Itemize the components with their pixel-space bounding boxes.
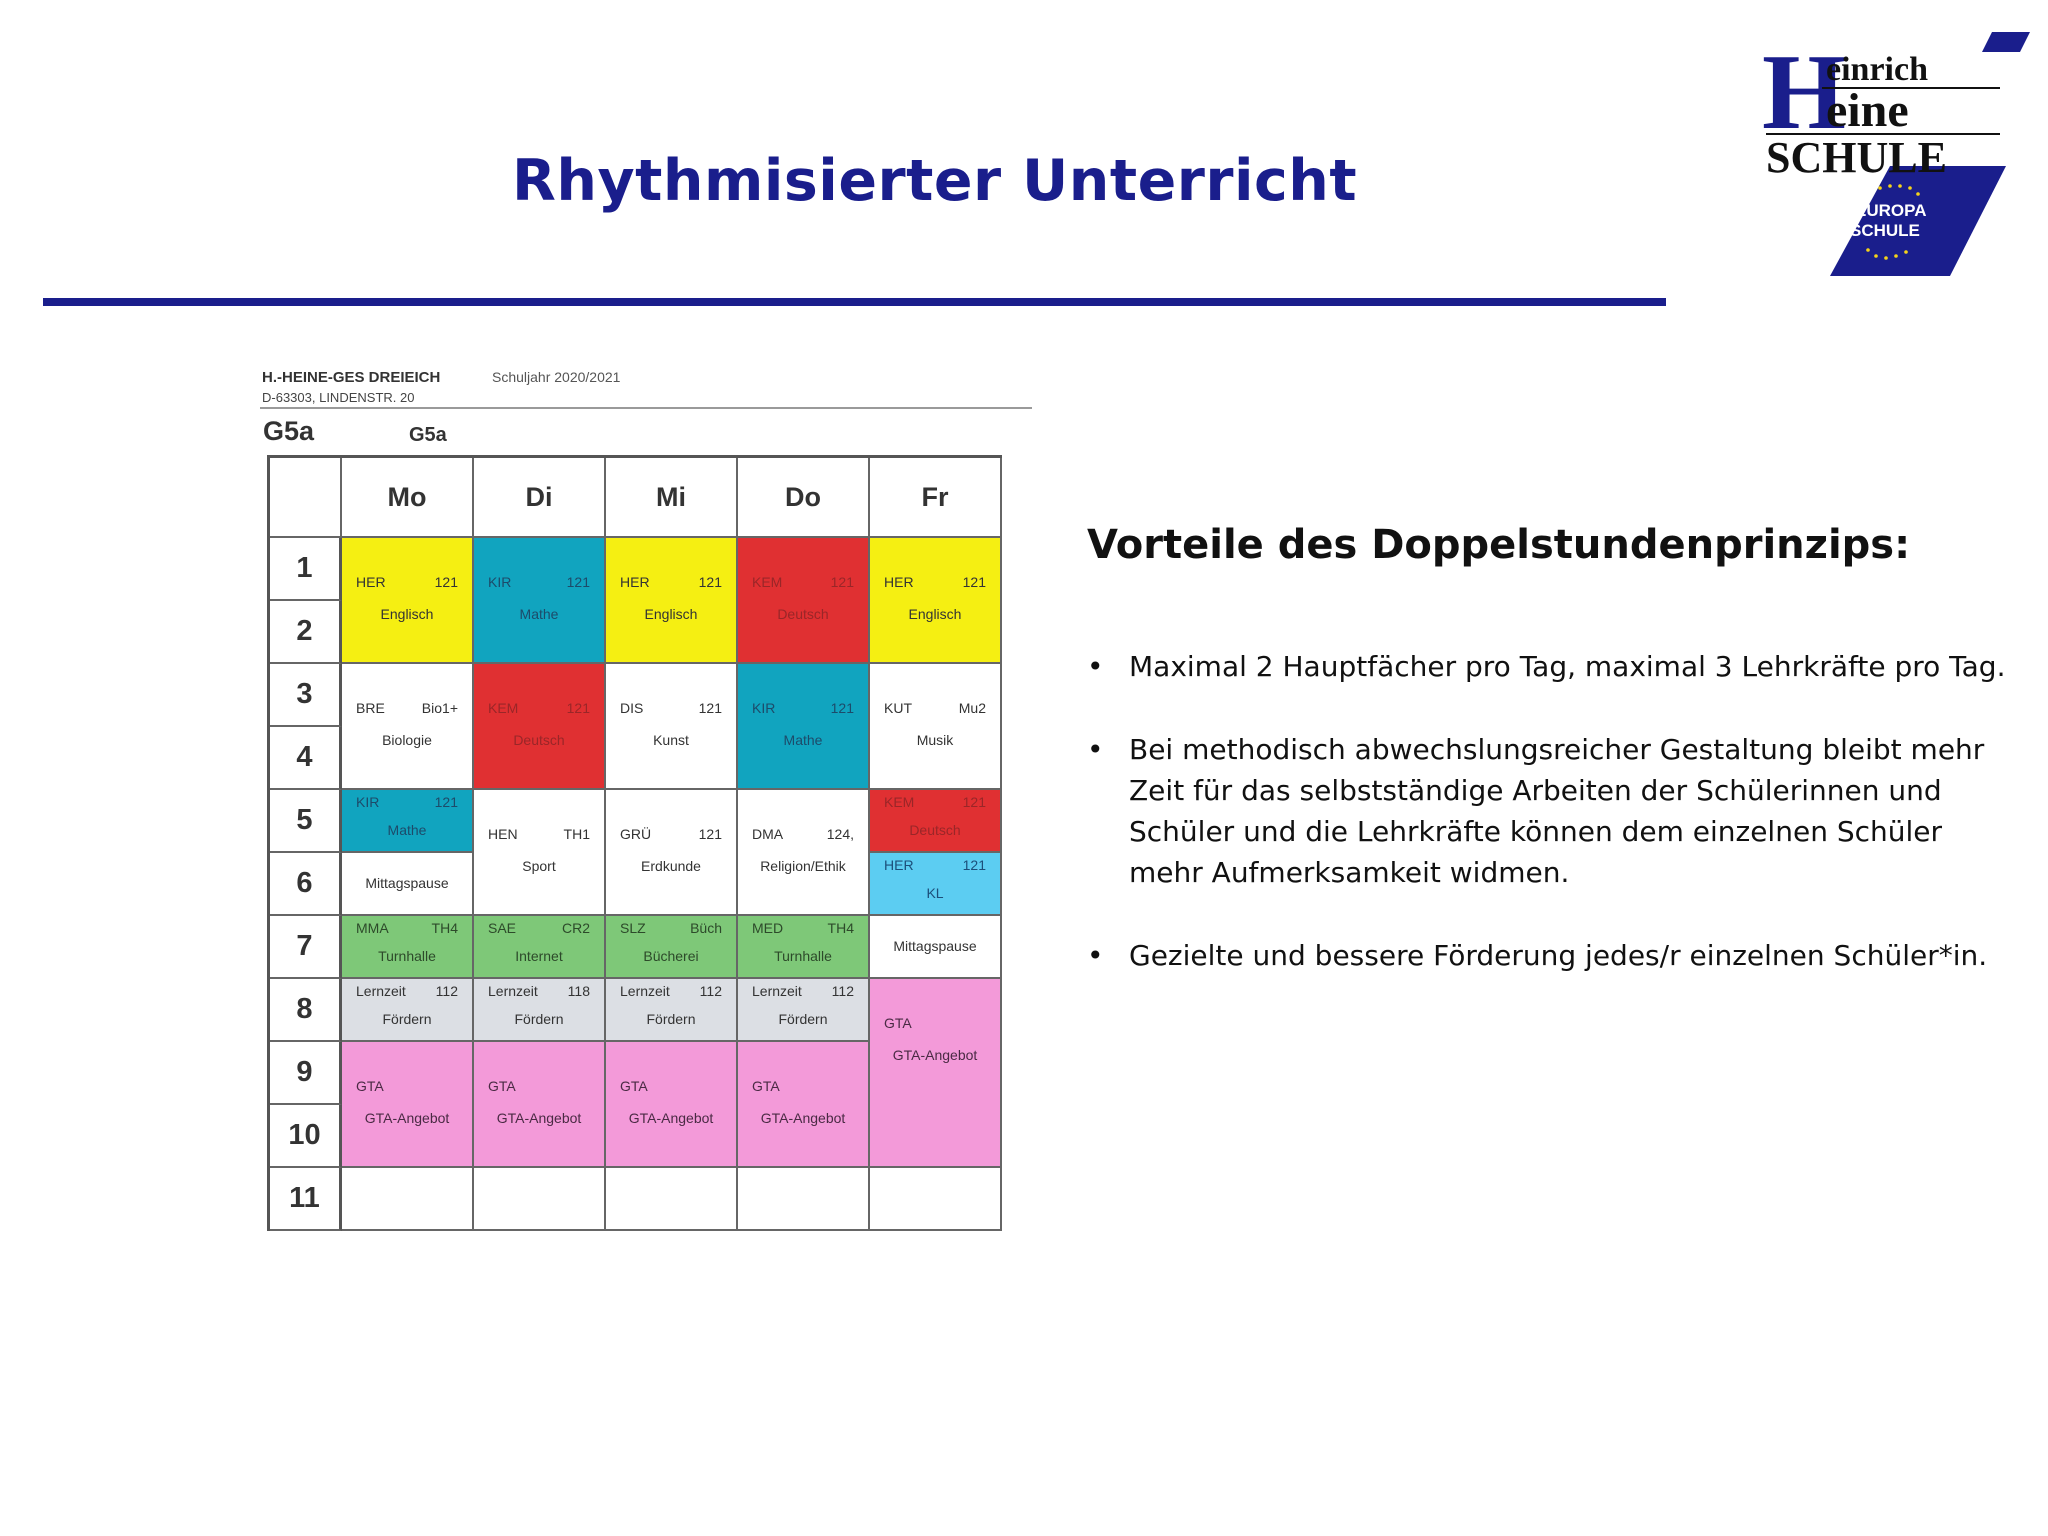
lesson-teacher: Lernzeit — [356, 983, 406, 999]
lesson-subject: Religion/Ethik — [760, 858, 846, 874]
lesson-room: 121 — [962, 574, 986, 590]
advantages-list — [1087, 646, 2017, 1018]
period-number: 2 — [270, 601, 342, 664]
period-number: 8 — [270, 979, 342, 1042]
lesson-room: 121 — [698, 826, 722, 842]
lesson-room: 118 — [567, 983, 590, 999]
lesson-teacher: HER — [884, 574, 914, 590]
lesson-room: 112 — [435, 983, 458, 999]
lesson-subject: Musik — [916, 732, 954, 748]
lesson-teacher: Lernzeit — [620, 983, 670, 999]
lesson-block — [606, 979, 738, 1042]
period-number: 10 — [270, 1105, 342, 1168]
day-header: Mi — [606, 458, 738, 538]
lesson-subject: Deutsch — [513, 732, 565, 748]
lesson-teacher: GTA — [488, 1078, 516, 1094]
list-item — [1087, 646, 2017, 687]
lesson-subject: Fördern — [514, 1011, 564, 1027]
lesson-block — [474, 790, 606, 916]
lesson-room: 121 — [830, 700, 854, 716]
day-header: Mo — [342, 458, 474, 538]
lesson-subject: Erdkunde — [641, 858, 701, 874]
lesson-teacher: MED — [752, 920, 784, 936]
logo-line3: SCHULE — [1766, 133, 1947, 182]
period-number: 1 — [270, 538, 342, 601]
lesson-teacher: KIR — [752, 700, 776, 716]
empty-slot — [870, 1168, 1002, 1231]
lesson-teacher: SLZ — [620, 920, 646, 936]
lesson-room: 121 — [566, 700, 590, 716]
period-number: 5 — [270, 790, 342, 853]
lesson-teacher: HER — [884, 857, 914, 873]
lesson-block — [738, 790, 870, 916]
lesson-teacher: HEN — [488, 826, 518, 842]
bullet-icon: • — [1087, 650, 1104, 683]
lesson-teacher: KIR — [356, 794, 380, 810]
timetable-corner — [270, 458, 342, 538]
lesson-subject: GTA-Angebot — [364, 1110, 450, 1126]
logo-line1: einrich — [1826, 51, 1928, 88]
lesson-subject: Bücherei — [643, 948, 699, 964]
lesson-subject: GTA-Angebot — [760, 1110, 846, 1126]
lesson-room: 112 — [699, 983, 722, 999]
timetable-header-rule — [260, 407, 1032, 409]
lesson-subject: Kunst — [653, 732, 689, 748]
bullet-icon: • — [1087, 939, 1104, 972]
lesson-subject: Englisch — [644, 606, 698, 622]
lesson-teacher: KEM — [488, 700, 519, 716]
lesson-subject: Mathe — [519, 606, 559, 622]
lesson-room: 112 — [831, 983, 854, 999]
lesson-teacher: KEM — [752, 574, 783, 590]
lesson-room: 121 — [434, 794, 458, 810]
lesson-block — [606, 916, 738, 979]
advantages-heading: Vorteile des Doppelstundenprinzips: — [1087, 522, 1911, 568]
lesson-block — [870, 538, 1002, 664]
lesson-subject: GTA-Angebot — [496, 1110, 582, 1126]
lesson-subject: Mittagspause — [893, 938, 977, 954]
lesson-block — [870, 853, 1002, 916]
lesson-block — [738, 916, 870, 979]
lesson-block — [342, 916, 474, 979]
lesson-teacher: BRE — [356, 700, 385, 716]
lesson-block — [342, 853, 474, 916]
timetable-scan — [255, 362, 1035, 1242]
lesson-block — [474, 664, 606, 790]
lesson-subject: Biologie — [382, 732, 432, 748]
lesson-teacher: MMA — [356, 920, 389, 936]
lesson-block — [870, 790, 1002, 853]
lesson-room: 121 — [698, 700, 722, 716]
lesson-teacher: GTA — [620, 1078, 648, 1094]
advantage-text: Maximal 2 Hauptfächer pro Tag, maximal 3 Lehrkräfte pro Tag. — [1129, 650, 2006, 683]
list-item — [1087, 729, 2017, 893]
lesson-subject: Mathe — [783, 732, 823, 748]
lesson-subject: Sport — [522, 858, 556, 874]
day-header: Do — [738, 458, 870, 538]
lesson-subject: GTA-Angebot — [892, 1047, 978, 1063]
lesson-block — [738, 1042, 870, 1168]
logo-badge-line1: EUROPA — [1855, 201, 1927, 220]
lesson-subject: GTA-Angebot — [628, 1110, 714, 1126]
lesson-block — [474, 916, 606, 979]
day-header: Fr — [870, 458, 1002, 538]
lesson-block — [342, 1042, 474, 1168]
advantage-text: Gezielte und bessere Förderung jedes/r einzelnen Schüler*in. — [1129, 939, 1988, 972]
lesson-block — [342, 979, 474, 1042]
lesson-block — [738, 538, 870, 664]
lesson-block — [474, 538, 606, 664]
title-divider — [43, 298, 1666, 306]
lesson-subject: Deutsch — [777, 606, 829, 622]
lesson-room: TH1 — [563, 826, 590, 842]
timetable-class-sublabel: G5a — [409, 424, 447, 446]
lesson-room: Mu2 — [958, 700, 986, 716]
lesson-subject: Mathe — [387, 822, 427, 838]
lesson-teacher: KIR — [488, 574, 512, 590]
lesson-teacher: DIS — [620, 700, 644, 716]
empty-slot — [474, 1168, 606, 1231]
lesson-room: 121 — [434, 574, 458, 590]
empty-slot — [606, 1168, 738, 1231]
lesson-block — [738, 664, 870, 790]
lesson-subject: Mittagspause — [365, 875, 449, 891]
lesson-subject: Englisch — [908, 606, 962, 622]
lesson-teacher: GTA — [884, 1015, 912, 1031]
lesson-block — [342, 538, 474, 664]
timetable-grid — [267, 455, 1002, 1231]
list-item — [1087, 935, 2017, 976]
lesson-teacher: Lernzeit — [488, 983, 538, 999]
lesson-subject: Internet — [515, 948, 563, 964]
logo-line2: eine — [1826, 84, 1909, 137]
lesson-teacher: HER — [356, 574, 386, 590]
lesson-subject: Englisch — [380, 606, 434, 622]
lesson-subject: Fördern — [382, 1011, 432, 1027]
lesson-subject: KL — [926, 885, 944, 901]
lesson-room: 121 — [698, 574, 722, 590]
lesson-room: 121 — [830, 574, 854, 590]
timetable-address: D-63303, LINDENSTR. 20 — [262, 390, 415, 405]
school-logo — [1760, 28, 2030, 276]
period-number: 9 — [270, 1042, 342, 1105]
lesson-block — [870, 916, 1002, 979]
lesson-teacher: KUT — [884, 700, 912, 716]
bullet-icon: • — [1087, 733, 1104, 766]
lesson-teacher: GTA — [752, 1078, 780, 1094]
timetable-year: Schuljahr 2020/2021 — [492, 369, 621, 385]
advantage-text: Bei methodisch abwechslungsreicher Gestaltung bleibt mehr Zeit für das selbstständige Arbeiten der Schülerinnen und Schüler und die Lehrkräfte können dem einzelnen Schüler mehr Aufmerksamkeit widmen. — [1129, 733, 1985, 889]
day-header: Di — [474, 458, 606, 538]
lesson-block — [342, 790, 474, 853]
lesson-block — [474, 979, 606, 1042]
logo-initial: H — [1762, 33, 1847, 152]
lesson-subject: Turnhalle — [774, 948, 832, 964]
lesson-subject: Fördern — [646, 1011, 696, 1027]
period-number: 3 — [270, 664, 342, 727]
lesson-block — [474, 1042, 606, 1168]
lesson-teacher: SAE — [488, 920, 517, 936]
slide-title: Rhythmisierter Unterricht — [512, 148, 1358, 214]
lesson-room: 121 — [962, 857, 986, 873]
lesson-block — [606, 1042, 738, 1168]
lesson-teacher: KEM — [884, 794, 915, 810]
lesson-block — [606, 790, 738, 916]
lesson-block — [606, 664, 738, 790]
period-number: 6 — [270, 853, 342, 916]
timetable-class-label: G5a — [263, 416, 315, 446]
lesson-subject: Turnhalle — [378, 948, 436, 964]
lesson-block — [606, 538, 738, 664]
lesson-room: 124, — [826, 826, 854, 842]
lesson-block — [738, 979, 870, 1042]
lesson-block — [870, 664, 1002, 790]
timetable-school: H.-HEINE-GES DREIEICH — [262, 369, 441, 386]
lesson-subject: Deutsch — [909, 822, 961, 838]
period-number: 11 — [270, 1168, 342, 1231]
empty-slot — [738, 1168, 870, 1231]
lesson-teacher: Lernzeit — [752, 983, 802, 999]
logo-badge-line2: SCHULE — [1850, 221, 1920, 240]
period-number: 7 — [270, 916, 342, 979]
lesson-room: 121 — [962, 794, 986, 810]
lesson-subject: Fördern — [778, 1011, 828, 1027]
period-number: 4 — [270, 727, 342, 790]
lesson-room: 121 — [566, 574, 590, 590]
lesson-teacher: HER — [620, 574, 650, 590]
lesson-room: Büch — [690, 920, 722, 936]
lesson-room: CR2 — [561, 920, 590, 936]
lesson-room: TH4 — [431, 920, 458, 936]
lesson-teacher: GTA — [356, 1078, 384, 1094]
lesson-room: Bio1+ — [421, 700, 458, 716]
lesson-block — [342, 664, 474, 790]
lesson-teacher: DMA — [752, 826, 784, 842]
lesson-block — [870, 979, 1002, 1168]
empty-slot — [342, 1168, 474, 1231]
lesson-room: TH4 — [827, 920, 854, 936]
lesson-teacher: GRÜ — [620, 826, 652, 842]
